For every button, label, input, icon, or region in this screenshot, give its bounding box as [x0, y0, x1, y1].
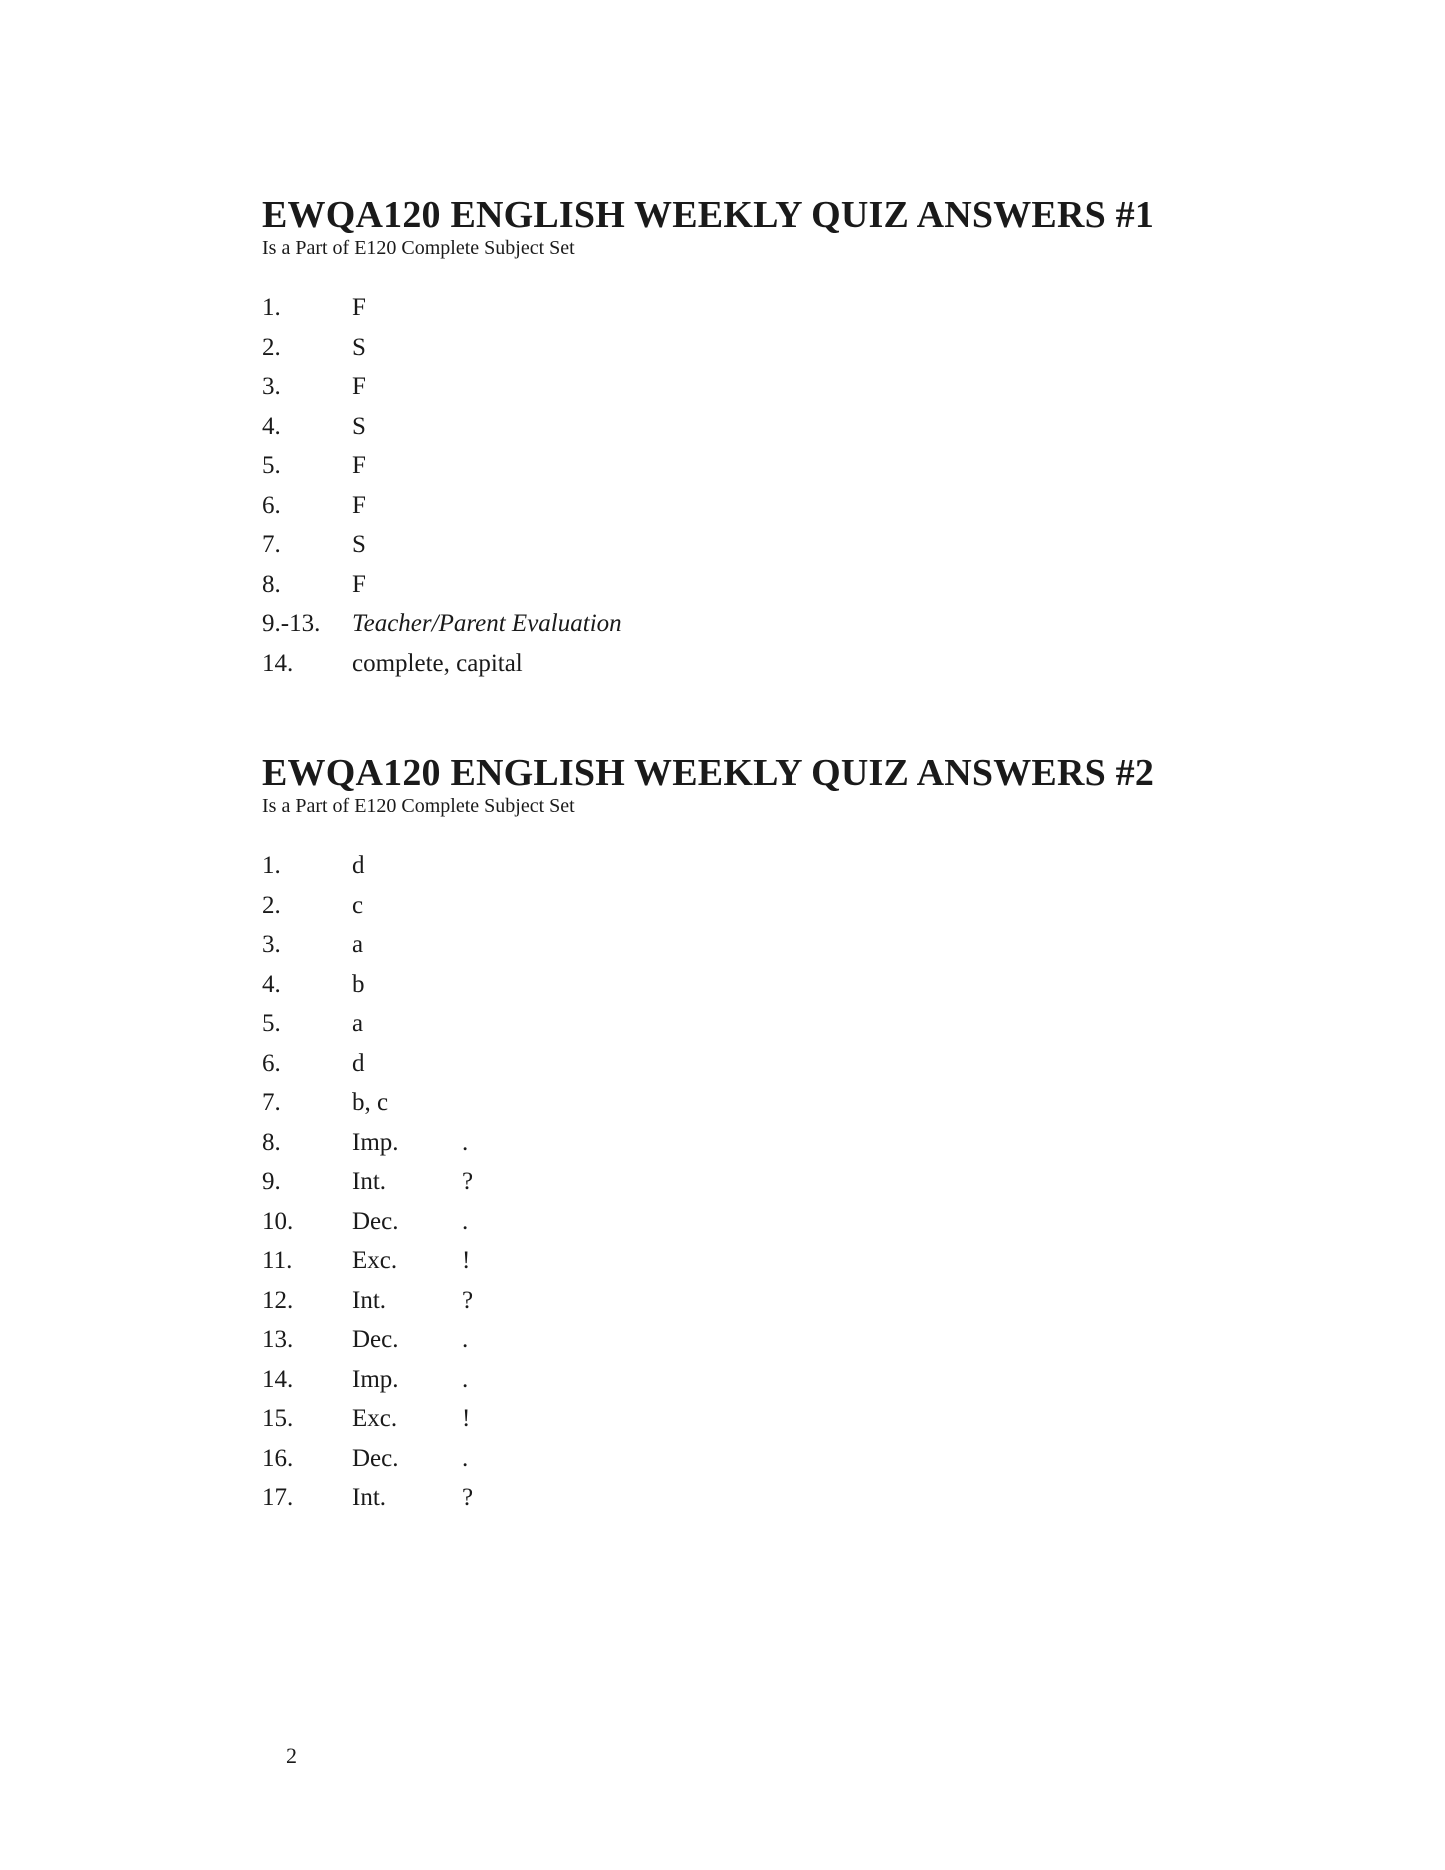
- answer-row: [262, 288, 1154, 328]
- question-number: 12.: [262, 1286, 294, 1314]
- section-title: EWQA120 ENGLISH WEEKLY QUIZ ANSWERS #1: [262, 194, 1155, 236]
- question-number: 2.: [262, 333, 281, 361]
- question-number: 14.: [262, 649, 294, 677]
- answer-row: [262, 644, 1154, 684]
- answer-text: d: [352, 852, 365, 879]
- answer-text: F: [352, 491, 366, 519]
- answer-punctuation: .: [462, 1207, 469, 1235]
- question-number: 6.: [262, 1049, 281, 1077]
- question-number: 17.: [262, 1484, 294, 1511]
- answer-text: F: [352, 294, 366, 321]
- answer-row: [262, 565, 1154, 605]
- question-number: 15.: [262, 1405, 294, 1432]
- answer-row: [262, 1399, 1154, 1439]
- answer-row: [262, 925, 1154, 965]
- question-number: 5.: [262, 452, 281, 479]
- answer-text: Imp.: [352, 1128, 399, 1156]
- answer-row: [262, 1281, 1154, 1321]
- answer-text: complete, capital: [352, 649, 523, 677]
- answer-text: Dec.: [352, 1326, 399, 1353]
- answer-row: [262, 1123, 1154, 1163]
- answer-row: [262, 886, 1154, 926]
- question-number: 13.: [262, 1326, 294, 1353]
- answer-text: Int.: [352, 1286, 387, 1314]
- answer-text: d: [352, 1049, 365, 1077]
- answer-row: [262, 1478, 1154, 1518]
- answer-row: [262, 604, 1154, 644]
- question-number: 4.: [262, 970, 281, 998]
- answer-row: [262, 1162, 1154, 1202]
- answer-punctuation: .: [462, 1444, 469, 1472]
- answer-text: F: [352, 570, 366, 598]
- answer-punctuation: ?: [462, 1168, 474, 1195]
- answer-punctuation: .: [462, 1128, 469, 1156]
- question-number: 11.: [262, 1247, 293, 1274]
- answer-row: [262, 525, 1154, 565]
- answer-text: Exc.: [352, 1247, 398, 1274]
- page-number: 2: [286, 1743, 297, 1768]
- answer-text: Dec.: [352, 1444, 399, 1472]
- answer-row: [262, 1202, 1154, 1242]
- answer-row: [262, 1241, 1154, 1281]
- quiz-answers-section-2: [262, 754, 1154, 1518]
- answer-row: [262, 1320, 1154, 1360]
- section-title: EWQA120 ENGLISH WEEKLY QUIZ ANSWERS #2: [262, 752, 1155, 794]
- question-number: 8.: [262, 1128, 281, 1156]
- answer-text: Exc.: [352, 1405, 398, 1432]
- answer-row: [262, 407, 1154, 447]
- answer-text: S: [352, 531, 366, 558]
- question-number: 9.: [262, 1168, 281, 1195]
- answer-row: [262, 1083, 1154, 1123]
- answer-punctuation: .: [462, 1365, 469, 1393]
- section-subtitle: Is a Part of E120 Complete Subject Set: [262, 795, 575, 817]
- answer-text: S: [352, 412, 366, 440]
- answer-row: [262, 846, 1154, 886]
- question-number: 1.: [262, 294, 281, 321]
- answer-text: b: [352, 970, 365, 998]
- quiz-answers-section-1: [262, 196, 1154, 683]
- answer-row: [262, 328, 1154, 368]
- question-number: 7.: [262, 531, 281, 558]
- answer-punctuation: ?: [462, 1484, 474, 1511]
- answer-text: b, c: [352, 1089, 389, 1116]
- answer-list: [262, 288, 1154, 683]
- answer-punctuation: !: [462, 1405, 471, 1432]
- answer-punctuation: !: [462, 1247, 471, 1274]
- question-number: 5.: [262, 1010, 281, 1037]
- answer-text: Teacher/Parent Evaluation: [352, 610, 622, 637]
- answer-row: [262, 1044, 1154, 1084]
- section-subtitle: Is a Part of E120 Complete Subject Set: [262, 237, 575, 259]
- question-number: 3.: [262, 931, 281, 958]
- answer-punctuation: .: [462, 1326, 469, 1353]
- question-number: 6.: [262, 491, 281, 519]
- answer-text: F: [352, 452, 366, 479]
- question-number: 2.: [262, 891, 281, 919]
- answer-text: Int.: [352, 1484, 387, 1511]
- answer-text: a: [352, 931, 364, 958]
- answer-row: [262, 965, 1154, 1005]
- question-number: 1.: [262, 852, 281, 879]
- question-number: 4.: [262, 412, 281, 440]
- answer-row: [262, 446, 1154, 486]
- question-number: 7.: [262, 1089, 281, 1116]
- question-number: 16.: [262, 1444, 294, 1472]
- answer-text: Dec.: [352, 1207, 399, 1235]
- answer-text: S: [352, 333, 366, 361]
- question-number: 9.-13.: [262, 610, 321, 637]
- answer-list: [262, 846, 1154, 1518]
- answer-row: [262, 367, 1154, 407]
- answer-row: [262, 1439, 1154, 1479]
- answer-text: c: [352, 891, 364, 919]
- question-number: 14.: [262, 1365, 294, 1393]
- answer-row: [262, 1004, 1154, 1044]
- answer-punctuation: ?: [462, 1286, 474, 1314]
- question-number: 8.: [262, 570, 281, 598]
- answer-text: Imp.: [352, 1365, 399, 1393]
- answer-text: F: [352, 373, 366, 400]
- answer-text: Int.: [352, 1168, 387, 1195]
- answer-text: a: [352, 1010, 364, 1037]
- answer-row: [262, 1360, 1154, 1400]
- question-number: 10.: [262, 1207, 294, 1235]
- question-number: 3.: [262, 373, 281, 400]
- answer-row: [262, 486, 1154, 526]
